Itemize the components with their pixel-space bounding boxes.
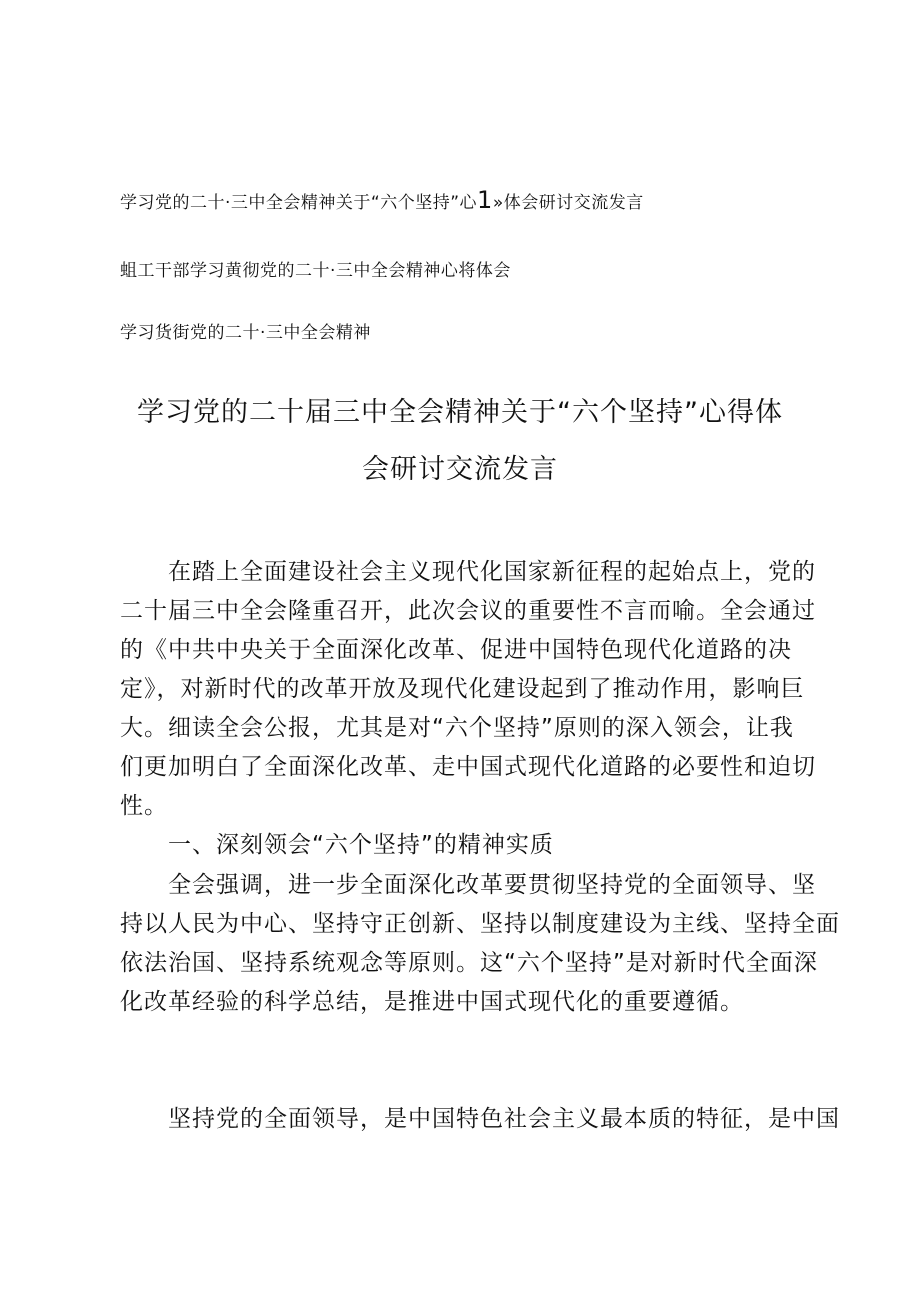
paragraph-line: 大。细读全会公报，尤其是对“六个坚持”原则的深入领会，让我 [120, 715, 794, 741]
paragraph-six-principles [120, 866, 840, 1022]
section-heading [120, 826, 810, 865]
toc-line-1-tail: »体会研讨交流发言 [492, 193, 644, 213]
paragraph-line: 化改革经验的科学总结，是推进中国式现代化的重要遵循。 [120, 989, 744, 1015]
paragraph-party-leadership [120, 1100, 840, 1139]
toc-line-2 [120, 256, 511, 281]
paragraph-intro [120, 553, 816, 826]
toc-line-3-text: 学习货街党的二十·三中全会精神 [120, 323, 371, 343]
paragraph-line: 在踏上全面建设社会主义现代化国家新征程的起始点上，党的 [120, 559, 816, 585]
toc-line-1-text: 学习党的二十·三中全会精神关于“六个坚持”心 [120, 193, 478, 213]
paragraph-line: 定》，对新时代的改革开放及现代化建设起到了推动作用，影响巨 [120, 676, 805, 702]
toc-line-1 [120, 186, 644, 214]
toc-line-3 [120, 318, 371, 343]
document-title-line-2: 会研讨交流发言 [362, 454, 558, 485]
paragraph-line: 全会强调，进一步全面深化改革要贯彻坚持党的全面领导、坚 [120, 872, 816, 898]
paragraph-line: 二十届三中全会隆重召开，此次会议的重要性不言而喻。全会通过 [120, 598, 816, 624]
toc-line-1-number: 1 [477, 186, 493, 214]
paragraph-line: 性。 [120, 793, 168, 819]
paragraph-line: 持以人民为中心、坚持守正创新、坚持以制度建设为主线、坚持全面 [120, 911, 840, 937]
toc-line-2-text: 蛆工干部学习黄彻党的二十·三中全会精神心将体会 [120, 261, 511, 281]
document-title-line-1: 学习党的二十届三中全会精神关于“六个坚持”心得体 [137, 397, 783, 428]
section-heading-text: 一、深刻领会“六个坚持”的精神实质 [120, 832, 554, 858]
paragraph-line: 坚持党的全面领导，是中国特色社会主义最本质的特征，是中国 [120, 1106, 840, 1132]
paragraph-line: 们更加明白了全面深化改革、走中国式现代化道路的必要性和迫切 [120, 754, 816, 780]
paragraph-line: 依法治国、坚持系统观念等原则。这“六个坚持”是对新时代全面深 [120, 950, 818, 976]
paragraph-line: 的《中共中央关于全面深化改革、促进中国特色现代化道路的决 [120, 637, 792, 663]
